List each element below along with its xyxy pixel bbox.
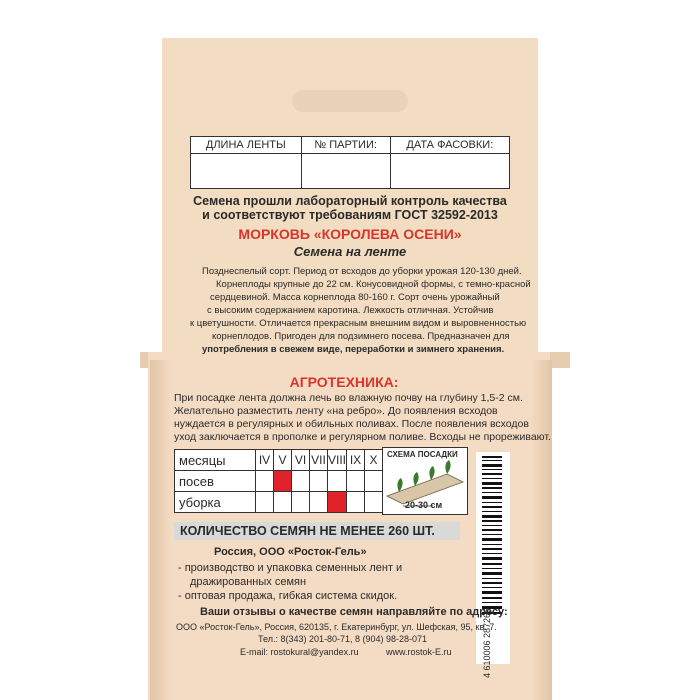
date-value <box>390 154 509 189</box>
month-cell: IV <box>256 450 274 471</box>
agro-line: уход заключается в прополке и регулярном поливе. Всходы не прореживают. <box>174 431 551 443</box>
calendar-cell <box>310 492 328 513</box>
reviews-line: Ваши отзывы о качестве семян направляйте по адресу: <box>200 606 508 618</box>
control-line-2: и соответствуют требованиям ГОСТ 32592-2013 <box>202 208 498 222</box>
month-cell: VIII <box>328 450 347 471</box>
month-cell: X <box>365 450 383 471</box>
producer-name: Россия, ООО «Росток-Гель» <box>214 546 367 558</box>
calendar-cell <box>365 471 383 492</box>
description-line: корнеплодов. Пригоден для подзимнего посева. Предназначен для <box>212 331 510 342</box>
batch-value <box>301 154 390 189</box>
calendar-cell <box>274 492 292 513</box>
barcode <box>476 452 510 679</box>
website-line: www.rostok-E.ru <box>386 647 452 657</box>
month-cell: VI <box>292 450 310 471</box>
scheme-distance: 20-30 см <box>405 500 443 510</box>
calendar-cell <box>310 471 328 492</box>
planting-scheme <box>382 447 468 515</box>
calendar-cell <box>347 492 365 513</box>
batch-header: № ПАРТИИ: <box>301 137 390 154</box>
phones-line: Тел.: 8(343) 201-80-71, 8 (904) 98-28-071 <box>258 634 428 644</box>
description-line: употребления в свежем виде, переработки и зимнего хранения. <box>202 344 505 355</box>
producer-bullet: - производство и упаковка семенных лент и <box>178 562 403 574</box>
agro-line: Желательно разместить ленту «на ребро». До появления всходов <box>174 405 498 417</box>
description-line: Позднеспелый сорт. Период от всходов до уборки урожая 120-130 дней. <box>202 266 522 277</box>
calendar-cell <box>328 471 347 492</box>
control-line-1: Семена прошли лабораторный контроль качества <box>193 194 507 208</box>
calendar-cell <box>292 492 310 513</box>
producer-bullet: - оптовая продажа, гибкая система скидок. <box>178 590 398 602</box>
agro-line: нуждается в регулярных и обильных поливах. После появления всходов <box>174 418 529 430</box>
length-header: ДЛИНА ЛЕНТЫ <box>191 137 302 154</box>
sowing-calendar <box>174 449 383 513</box>
calendar-cell <box>256 492 274 513</box>
calendar-header-label: месяцы <box>175 450 256 471</box>
calendar-cell <box>256 471 274 492</box>
address-line: ООО «Росток-Гель», Россия, 620135, г. Екатеринбург, ул. Шефская, 95, кв. 7. <box>176 622 497 632</box>
month-cell: V <box>274 450 292 471</box>
length-value <box>191 154 302 189</box>
description-line: к цветушности. Отличается прекрасным внешним видом и выровненностью <box>190 318 527 329</box>
scheme-title: СХЕМА ПОСАДКИ <box>387 450 458 459</box>
hang-hole <box>292 90 408 112</box>
package-side-right <box>530 360 552 700</box>
batch-info-table <box>190 136 510 189</box>
calendar-row-sowing <box>175 471 383 492</box>
calendar-cell <box>292 471 310 492</box>
product-subtitle: Семена на ленте <box>293 244 407 259</box>
date-header: ДАТА ФАСОВКИ: <box>390 137 509 154</box>
agro-title: АГРОТЕХНИКА: <box>289 374 399 390</box>
calendar-cell-marked <box>274 471 292 492</box>
seed-quantity: КОЛИЧЕСТВО СЕМЯН НЕ МЕНЕЕ 260 ШТ. <box>180 524 435 538</box>
description-line: Корнеплоды крупные до 22 см. Конусовидной формы, с темно-красной <box>216 279 531 290</box>
row-label: посев <box>175 471 256 492</box>
calendar-row-harvest <box>175 492 383 513</box>
month-cell: VII <box>310 450 328 471</box>
calendar-cell <box>347 471 365 492</box>
month-cell: IX <box>347 450 365 471</box>
agro-line: При посадке лента должна лечь во влажную почву на глубину 1,5-2 см. <box>174 392 523 404</box>
row-label: уборка <box>175 492 256 513</box>
description-line: с высоким содержанием каротина. Лежкость отличная. Устойчив <box>207 305 494 316</box>
barcode-number: 4 610006 287266 <box>482 607 492 679</box>
email-line: E-mail: rostokural@yandex.ru <box>240 647 359 657</box>
package-side-left <box>150 360 172 700</box>
calendar-cell <box>365 492 383 513</box>
calendar-cell-marked <box>328 492 347 513</box>
producer-bullet: дражированных семян <box>190 576 307 588</box>
product-title: МОРКОВЬ «КОРОЛЕВА ОСЕНИ» <box>238 226 462 242</box>
description-line: сердцевиной. Масса корнеплода 80-160 г. Сорт очень урожайный <box>210 292 500 303</box>
